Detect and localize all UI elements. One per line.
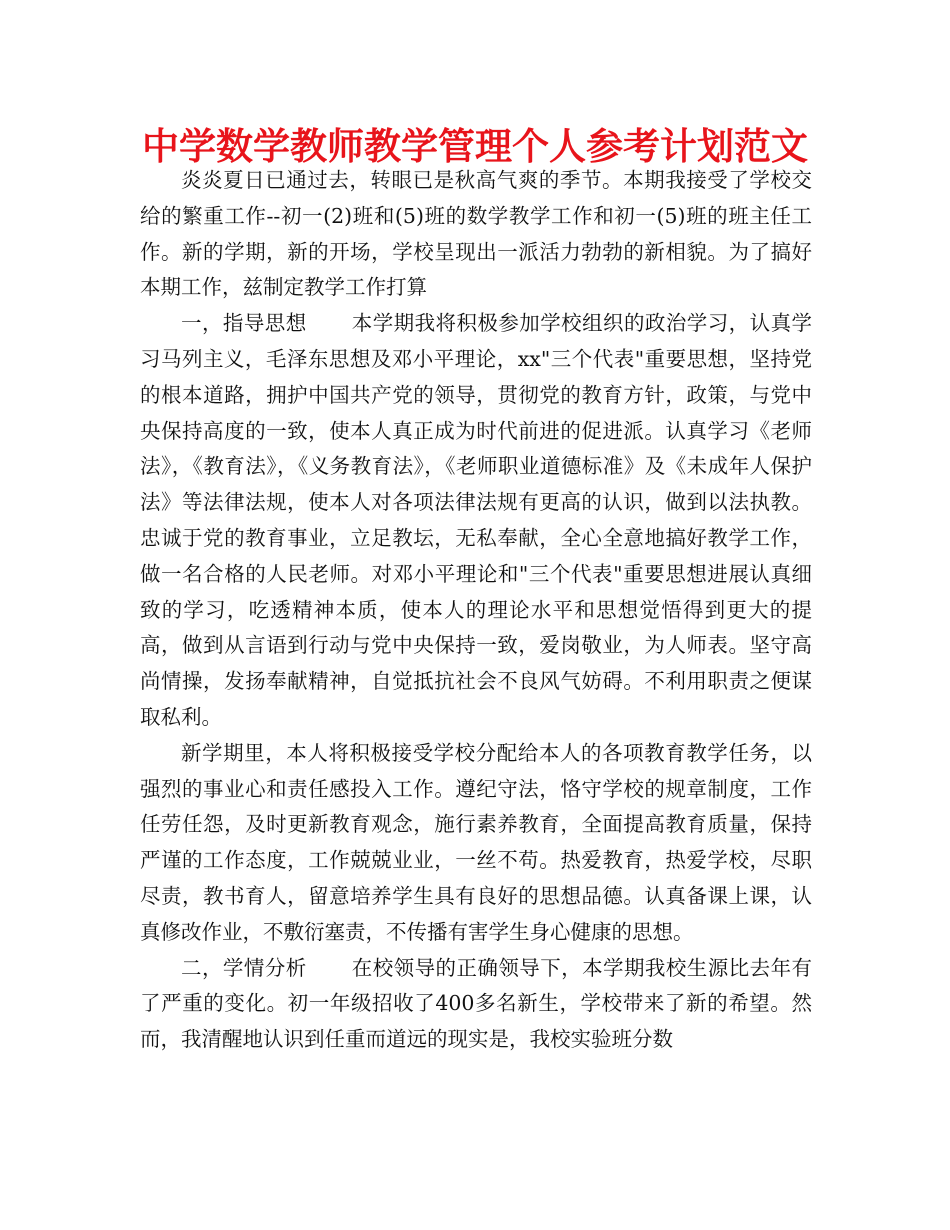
paragraph-new-semester [140,736,812,951]
section-heading: 一，指导思想 [181,311,307,336]
document-title: 中学数学教师教学管理个人参考计划范文 [142,125,808,168]
document-body [140,163,812,1058]
paragraph-text: 本学期我将积极参加学校组织的政治学习，认真学习马列主义，毛泽东思想及邓小平理论，xx"三个代表"重要思想，坚持党的根本道路，拥护中国共产党的领导，贯彻党的教育方针，政策，与党中央保持高度的一致，使本人真正成为时代前进的促进派。认真学习《老师法》，《教育法》，《义务教育法》，《老师职业道德标准》及《未成年人保护法》等法律法规，使本人对各项法律法规有更高的认识，做到以法执教。忠诚于党的教育事业，立足教坛，无私奉献，全心全意地搞好教学工作，做一名合格的人民老师。对邓小平理论和"三个代表"重要思想进展认真细致的学习，吃透精神本质，使本人的理论水平和思想觉悟得到更大的提高，做到从言语到行动与党中央保持一致，爱岗敬业，为人师表。坚守高尚情操，发扬奉献精神，自觉抵抗社会不良风气妨碍。不利用职责之便谋取私利。 [140,311,813,729]
paragraph-text: 新学期里，本人将积极接受学校分配给本人的各项教育教学任务，以强烈的事业心和责任感投入工作。遵纪守法，恪守学校的规章制度，工作任劳任怨，及时更新教育观念，施行素养教育，全面提高教育质量，保持严谨的工作态度，工作兢兢业业，一丝不苟。热爱教育，热爱学校，尽职尽责，教书育人，留意培养学生具有良好的思想品德。认真备课上课，认真修改作业，不敷衍塞责，不传播有害学生身心健康的思想。 [140,740,812,944]
paragraph-text: 在校领导的正确领导下，本学期我校生源比去年有了严重的变化。初一年级招收了400多名新生，学校带来了新的希望。然而，我清醒地认识到任重而道远的现实是，我校实验班分数 [140,955,813,1052]
paragraph-text: 炎炎夏日已通过去，转眼已是秋高气爽的季节。本期我接受了学校交给的繁重工作--初一(2)班和(5)班的数学教学工作和初一(5)班的班主任工作。新的学期，新的开场，学校呈现出一派活力勃勃的新相貌。为了搞好本期工作，兹制定教学工作打算 [140,168,812,300]
paragraph-intro [140,163,812,306]
paragraph-student-analysis [140,951,812,1058]
paragraph-guiding-thought [140,306,812,736]
section-heading: 二，学情分析 [181,955,307,980]
